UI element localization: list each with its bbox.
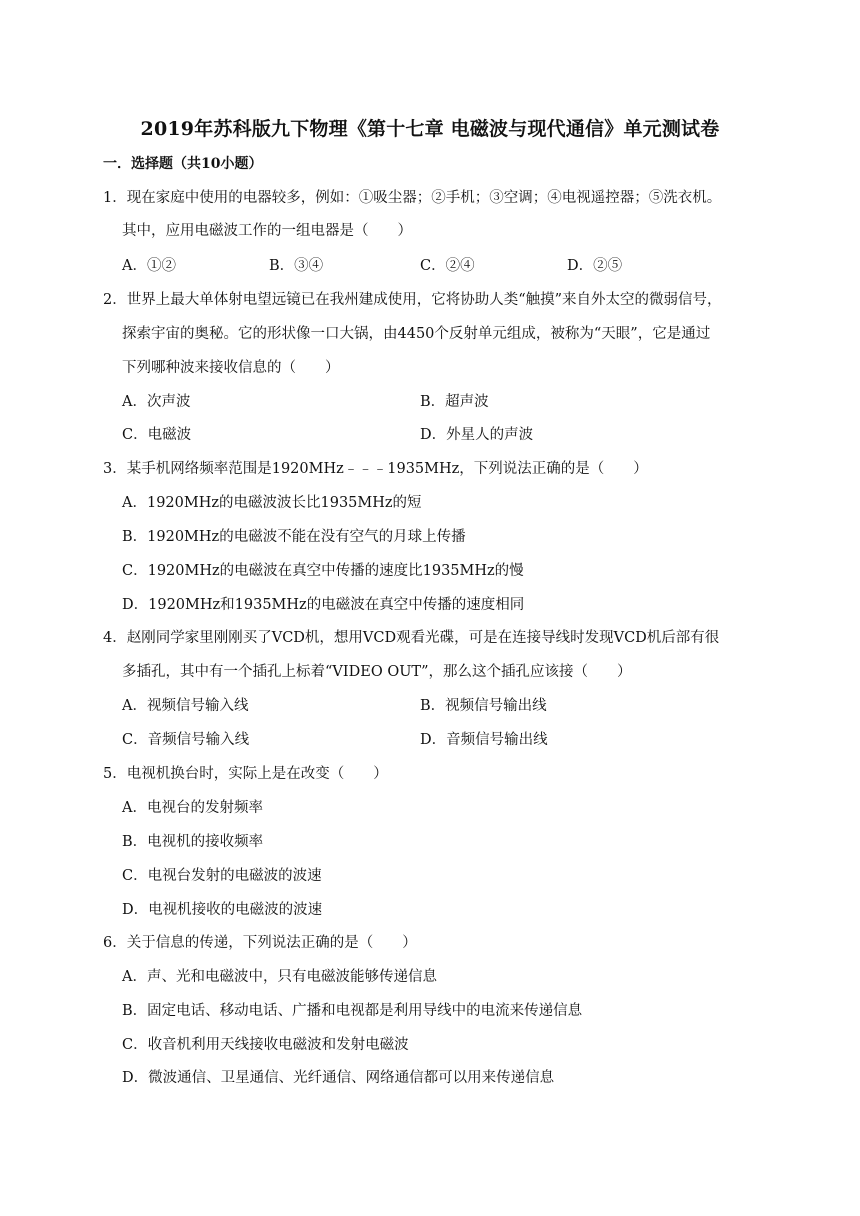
question-1-stem-cont: 其中，应用电磁波工作的一组电器是（ ） xyxy=(122,223,412,239)
question-4-option-d: D．音频信号输出线 xyxy=(420,732,548,748)
question-4-option-b: B．视频信号输出线 xyxy=(420,698,547,714)
question-5-option-b: B．电视机的接收频率 xyxy=(122,834,264,850)
question-1-stem: 1．现在家庭中使用的电器较多，例如：①吸尘器；②手机；③空调；④电视遥控器；⑤洗衣机。 xyxy=(103,190,722,206)
question-6-option-b: B．固定电话、移动电话、广播和电视都是利用导线中的电流来传递信息 xyxy=(122,1003,583,1019)
question-3-option-d: D．1920MHz和1935MHz的电磁波在真空中传播的速度相同 xyxy=(122,597,525,613)
question-6-stem: 6．关于信息的传递，下列说法正确的是（ ） xyxy=(103,935,417,951)
question-2-option-c: C．电磁波 xyxy=(122,427,192,443)
question-1-option-d: D．②⑤ xyxy=(567,258,623,274)
section-heading: 一．选择题（共10小题） xyxy=(103,156,263,172)
question-2-stem-cont-2: 下列哪种波来接收信息的（ ） xyxy=(122,360,340,376)
page-title: 2019年苏科版九下物理《第十七章 电磁波与现代通信》单元测试卷 xyxy=(140,118,720,140)
question-2-stem: 2．世界上最大单体射电望远镜已在我州建成使用，它将协助人类“触摸”来自外太空的微弱信号， xyxy=(103,292,722,308)
question-2-option-a: A．次声波 xyxy=(122,394,191,410)
question-5-option-c: C．电视台发射的电磁波的波速 xyxy=(122,868,322,884)
question-6-option-a: A．声、光和电磁波中，只有电磁波能够传递信息 xyxy=(122,969,437,985)
question-5-stem: 5．电视机换台时，实际上是在改变（ ） xyxy=(103,766,388,782)
question-2-option-d: D．外星人的声波 xyxy=(420,427,534,443)
question-4-option-a: A．视频信号输入线 xyxy=(122,698,249,714)
question-4-option-c: C．音频信号输入线 xyxy=(122,732,250,748)
question-3-option-b: B．1920MHz的电磁波不能在没有空气的月球上传播 xyxy=(122,529,466,545)
question-6-option-d: D．微波通信、卫星通信、光纤通信、网络通信都可以用来传递信息 xyxy=(122,1070,555,1086)
question-3-option-a: A．1920MHz的电磁波波长比1935MHz的短 xyxy=(122,495,422,511)
question-5-option-d: D．电视机接收的电磁波的波速 xyxy=(122,902,323,918)
question-4-stem: 4．赵刚同学家里刚刚买了VCD机，想用VCD观看光碟，可是在连接导线时发现VCD机后部有很 xyxy=(103,630,720,646)
question-6-option-c: C．收音机利用天线接收电磁波和发射电磁波 xyxy=(122,1037,409,1053)
question-2-stem-cont-1: 探索宇宙的奥秘。它的形状像一口大锅，由4450个反射单元组成，被称为“天眼”，它是通过 xyxy=(122,326,711,342)
question-2-option-b: B．超声波 xyxy=(420,394,489,410)
question-1-option-c: C．②④ xyxy=(420,258,475,274)
question-5-option-a: A．电视台的发射频率 xyxy=(122,800,263,816)
question-1-option-b: B．③④ xyxy=(269,258,324,274)
question-3-stem: 3．某手机网络频率范围是1920MHz﹣﹣﹣1935MHz，下列说法正确的是（ ） xyxy=(103,461,648,477)
question-4-stem-cont: 多插孔，其中有一个插孔上标着“VIDEO OUT”，那么这个插孔应该接（ ） xyxy=(122,664,632,680)
question-3-option-c: C．1920MHz的电磁波在真空中传播的速度比1935MHz的慢 xyxy=(122,563,524,579)
question-1-option-a: A．①② xyxy=(122,258,176,274)
